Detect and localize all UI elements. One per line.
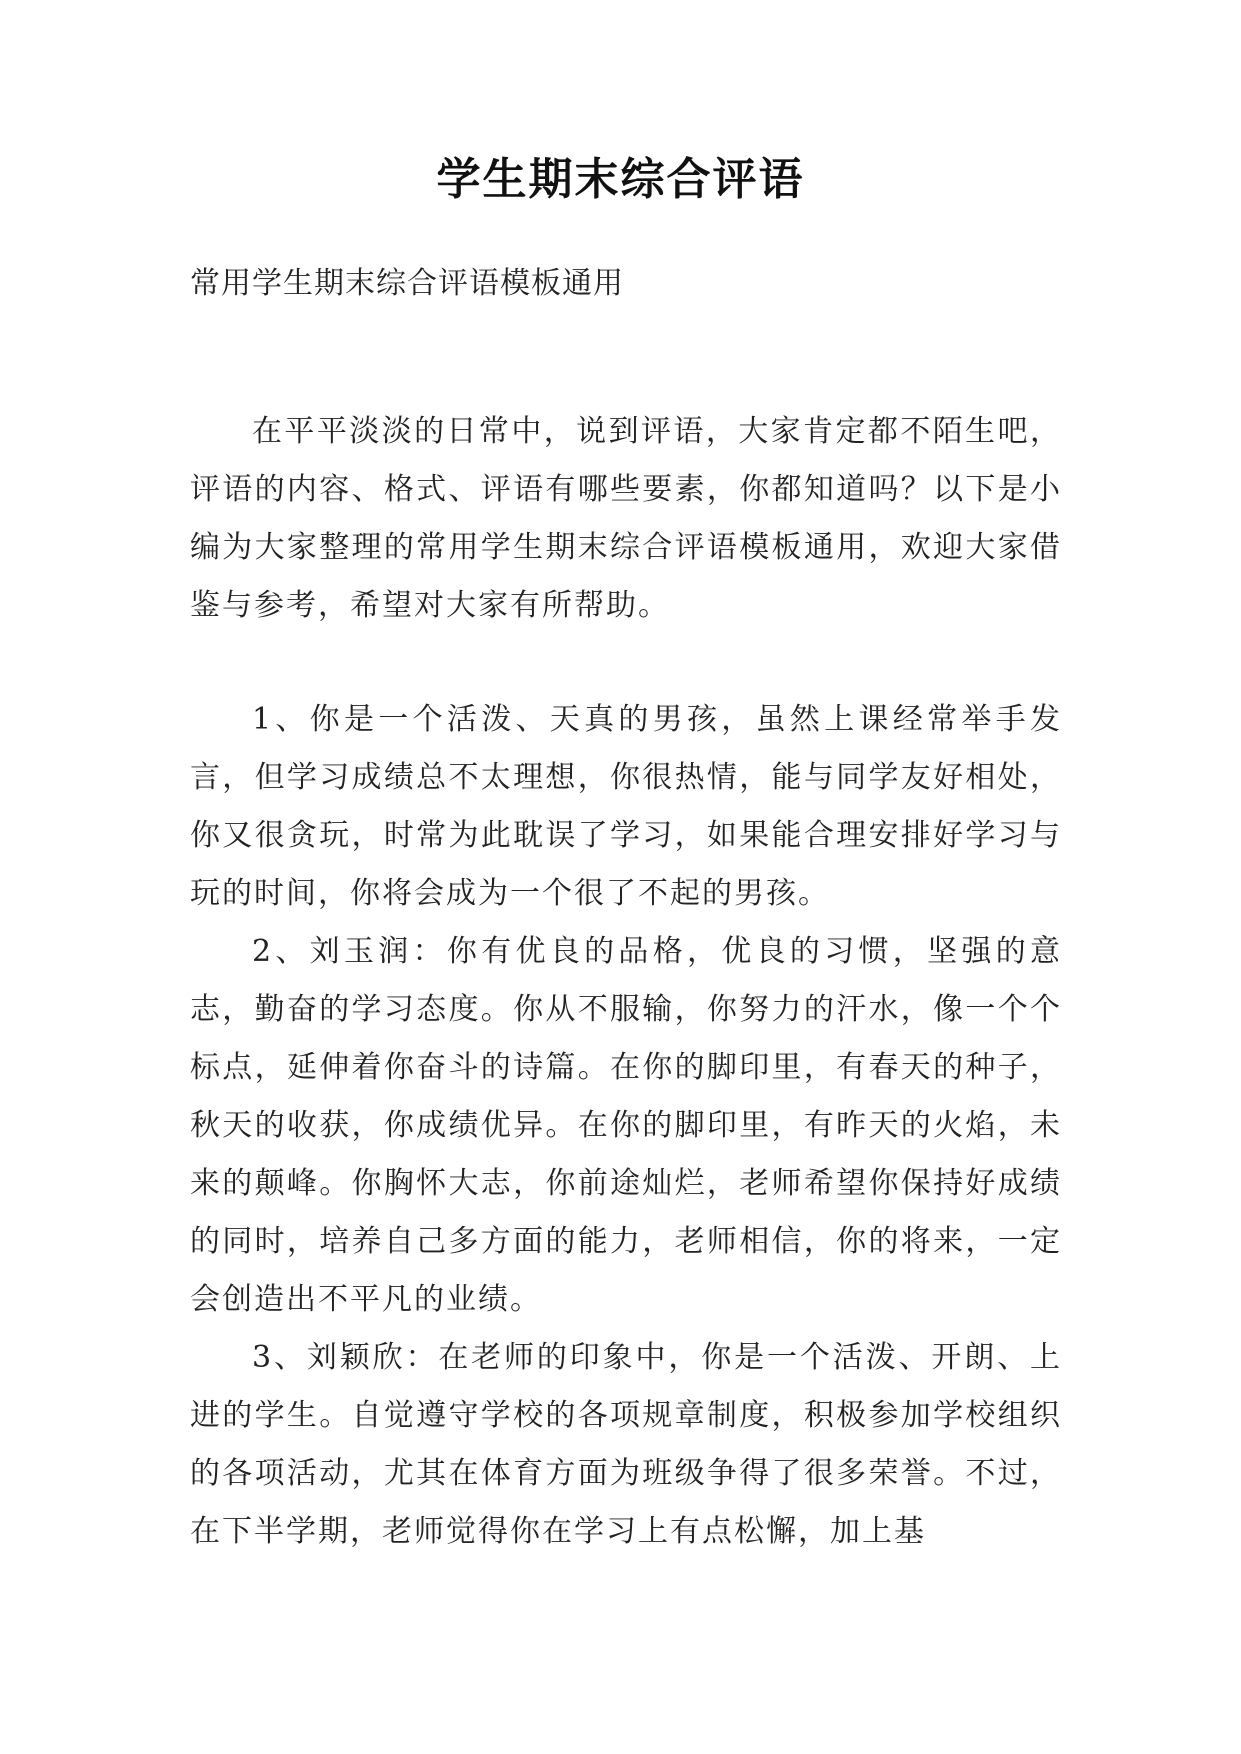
document-subtitle: 常用学生期末综合评语模板通用 <box>190 266 624 301</box>
comments-list <box>190 691 1062 1561</box>
document-title: 学生期末综合评语 <box>436 154 805 205</box>
intro-section <box>190 403 1062 635</box>
comment-item-1: 1、你是一个活泼、天真的男孩，虽然上课经常举手发言，但学习成绩总不太理想，你很热情，能与同学友好相处，你又很贪玩，时常为此耽误了学习，如果能合理安排好学习与玩的时间，你将会成为一个很了不起的男孩。 <box>190 702 1062 911</box>
comment-item-3: 3、刘颖欣：在老师的印象中，你是一个活泼、开朗、上进的学生。自觉遵守学校的各项规章制度，积极参加学校组织的各项活动，尤其在体育方面为班级争得了很多荣誉。不过，在下半学期，老师觉得你在学习上有点松懈，加上基 <box>190 1340 1062 1549</box>
intro-paragraph: 在平平淡淡的日常中，说到评语，大家肯定都不陌生吧，评语的内容、格式、评语有哪些要素，你都知道吗？以下是小编为大家整理的常用学生期末综合评语模板通用，欢迎大家借鉴与参考，希望对大家有所帮助。 <box>190 414 1062 623</box>
comment-item-2: 2、刘玉润：你有优良的品格，优良的习惯，坚强的意志，勤奋的学习态度。你从不服输，你努力的汗水，像一个个标点，延伸着你奋斗的诗篇。在你的脚印里，有春天的种子，秋天的收获，你成绩优异。在你的脚印里，有昨天的火焰，未来的颠峰。你胸怀大志，你前途灿烂，老师希望你保持好成绩的同时，培养自己多方面的能力，老师相信，你的将来，一定会创造出不平凡的业绩。 <box>190 934 1062 1317</box>
